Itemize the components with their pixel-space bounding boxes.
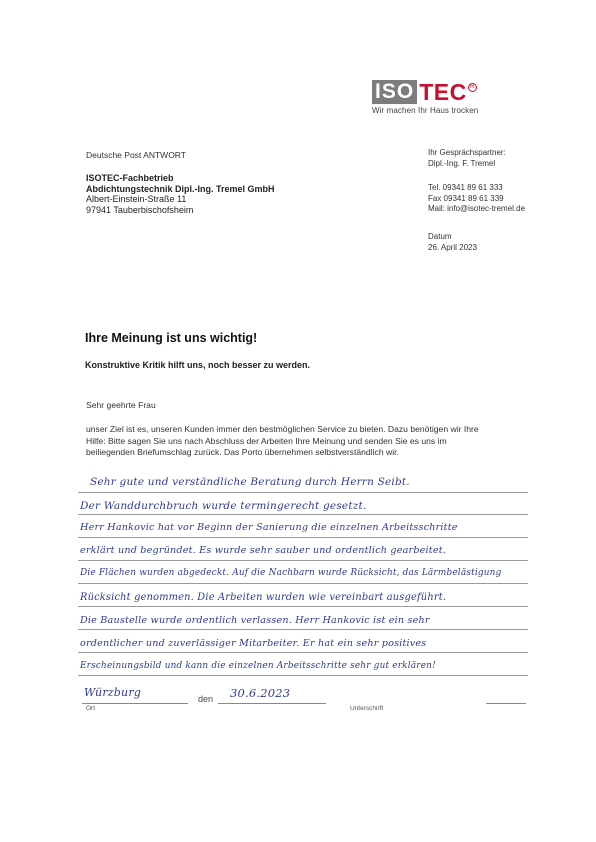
unterschrift-label: Unterschrift (350, 705, 384, 712)
handwritten-line-2: Der Wanddurchbruch wurde termingerecht gesetzt. (80, 500, 367, 512)
feedback-rule (78, 675, 528, 676)
logo-tec-text: TEC (419, 79, 467, 105)
handwritten-place: Würzburg (84, 686, 142, 699)
intro-paragraph (86, 424, 479, 459)
feedback-rule (78, 537, 528, 538)
intro-line-2: Hilfe: Bitte sagen Sie uns nach Abschluss der Arbeiten Ihre Meinung und senden Sie es uns im (86, 435, 447, 446)
feedback-rule (78, 560, 528, 561)
handwritten-line-9: Erscheinungsbild und kann die einzelnen Arbeitsschritte sehr gut erklären! (80, 661, 436, 671)
feedback-rule (78, 514, 528, 515)
feedback-rule (78, 492, 528, 493)
handwritten-line-5: Die Flächen wurden abgedeckt. Auf die Nachbarn wurde Rücksicht, das Lärmbelästigung (80, 568, 502, 578)
ort-label: Ort (86, 705, 96, 712)
handwritten-line-3: Herr Hankovic hat vor Beginn der Sanierung die einzelnen Arbeitsschritte (80, 522, 458, 533)
contact-tel: Tel. 09341 89 61 333 (428, 183, 503, 192)
isotec-logo (372, 80, 502, 122)
contact-name: Dipl.-Ing. F. Tremel (428, 158, 496, 168)
handwritten-line-1: Sehr gute und verständliche Beratung durch Herrn Seibt. (90, 476, 410, 488)
feedback-rule (78, 652, 528, 653)
handwritten-line-8: ordentlicher und zuverlässiger Mitarbeiter. Er hat ein sehr positives (80, 638, 427, 649)
contact-label: Ihr Gesprächspartner: (428, 148, 506, 157)
contact-fax: Fax 09341 89 61 339 (428, 193, 504, 203)
page-subtitle: Konstruktive Kritik hilft uns, noch besser zu werden. (85, 360, 311, 370)
date-label: Datum (428, 232, 452, 241)
feedback-rule (78, 606, 528, 607)
date-block (428, 232, 477, 253)
logo-tagline: Wir machen Ihr Haus trocken (372, 106, 479, 115)
handwritten-date: 30.6.2023 (230, 686, 291, 700)
date-value: 26. April 2023 (428, 242, 477, 252)
place-line (82, 703, 188, 704)
intro-line-1: unser Ziel ist es, unseren Kunden immer den bestmöglichen Service zu bieten. Dazu benötigen wir Ihre (86, 424, 479, 434)
den-label: den (198, 694, 214, 704)
handwritten-line-6: Rücksicht genommen. Die Arbeiten wurden wie vereinbart ausgeführt. (80, 592, 447, 603)
sender-line: Deutsche Post ANTWORT (86, 150, 186, 160)
intro-line-3: beiliegenden Briefumschlag zurück. Das Porto übernehmen selbstverständlich wir. (86, 447, 399, 457)
registered-mark: R (468, 83, 477, 92)
recipient-line-3: Albert-Einstein-Straße 11 (86, 194, 187, 204)
recipient-line-1: ISOTEC-Fachbetrieb (86, 173, 174, 183)
date-line (218, 703, 326, 704)
handwritten-line-4: erklärt und begründet. Es wurde sehr sauber und ordentlich gearbeitet. (80, 545, 447, 556)
salutation: Sehr geehrte Frau (86, 400, 156, 410)
signature-line (486, 703, 526, 704)
page-title: Ihre Meinung ist uns wichtig! (85, 331, 258, 345)
contact-mail: Mail: info@isotec-tremel.de (428, 204, 526, 213)
logo-iso-text: ISO (372, 80, 417, 104)
feedback-rule (78, 583, 528, 584)
recipient-address (86, 173, 275, 215)
recipient-line-4: 97941 Tauberbischofsheim (86, 204, 194, 215)
handwritten-line-7: Die Baustelle wurde ordentlich verlassen. Herr Hankovic ist ein sehr (80, 615, 430, 626)
contact-block (428, 148, 525, 215)
recipient-line-2: Abdichtungstechnik Dipl.-Ing. Tremel GmbH (86, 183, 275, 194)
feedback-rule (78, 629, 528, 630)
